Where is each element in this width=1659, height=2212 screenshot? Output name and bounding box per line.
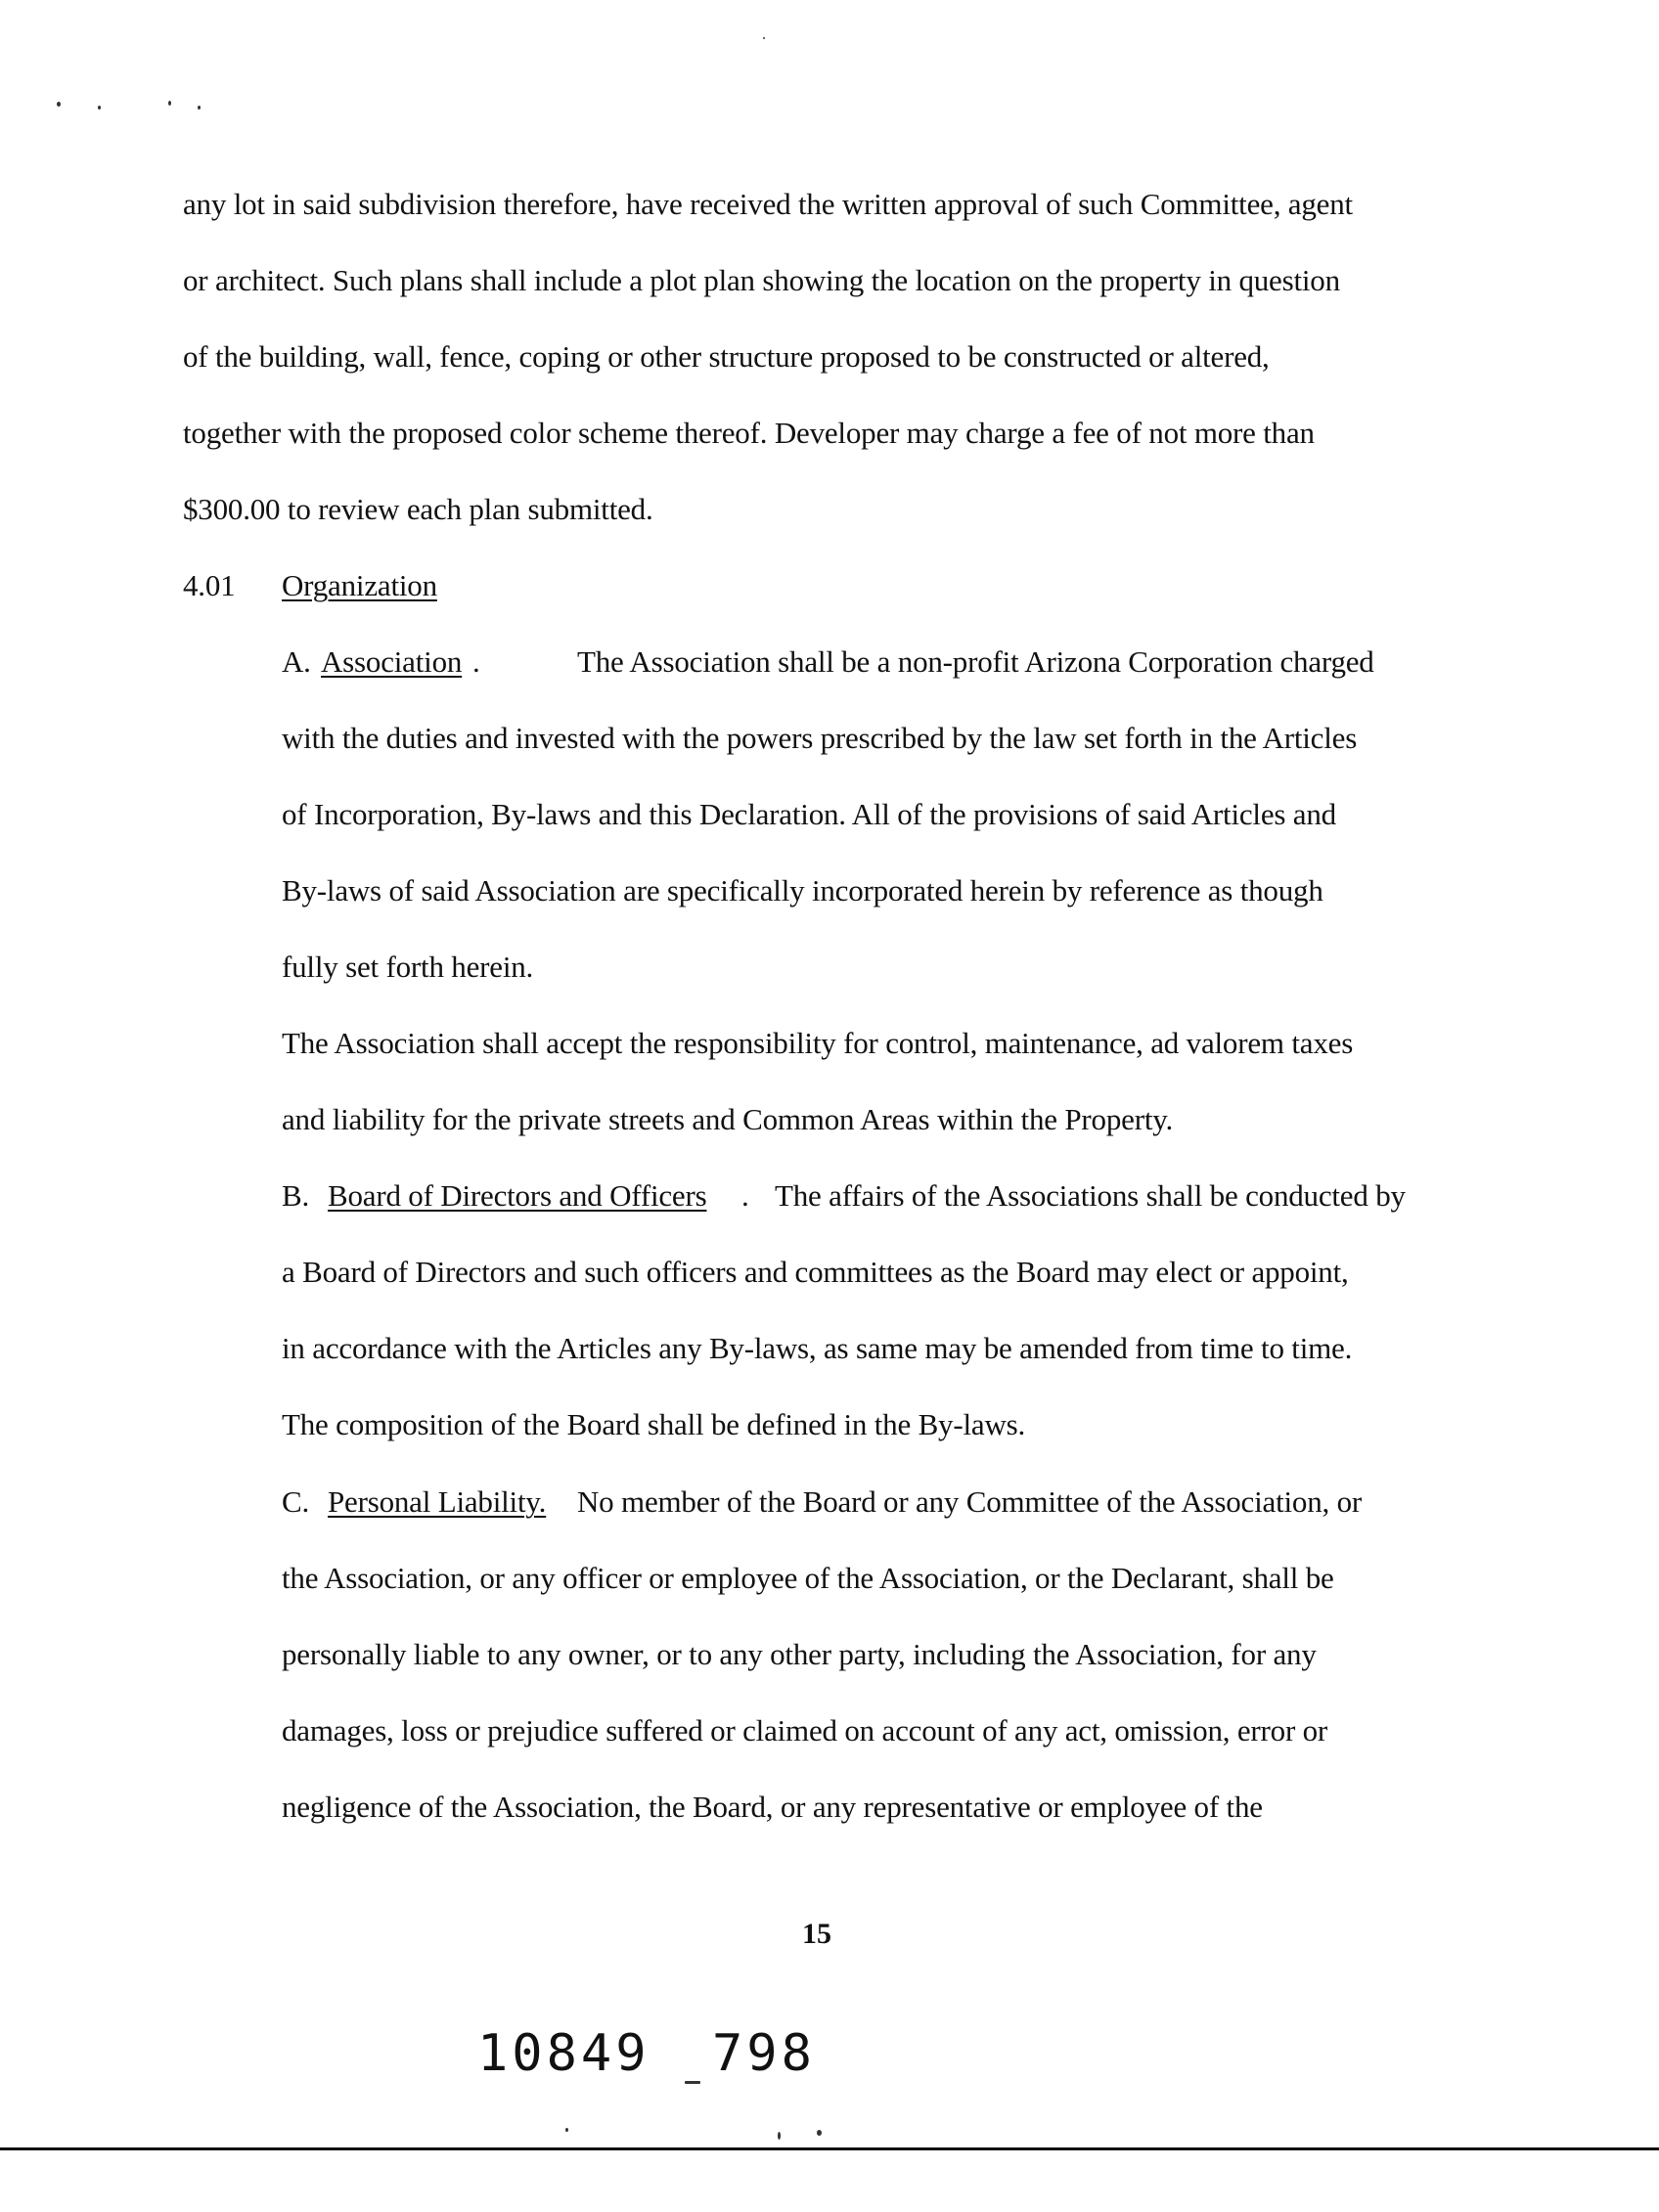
subsection-a-label: A. bbox=[282, 644, 311, 679]
paragraph-line: The Association shall be a non-profit Arizona Corporation charged bbox=[577, 644, 1374, 679]
scan-speck bbox=[57, 102, 61, 107]
subsection-b-label: B. bbox=[282, 1178, 310, 1213]
section-title: Organization bbox=[282, 568, 437, 602]
scan-speck bbox=[817, 2130, 822, 2136]
paragraph-line: damages, loss or prejudice suffered or claimed on account of any act, omission, error or bbox=[282, 1713, 1328, 1747]
scan-speck bbox=[685, 2081, 700, 2084]
paragraph-line: with the duties and invested with the powers prescribed by the law set forth in the Articles bbox=[282, 721, 1358, 755]
subsection-a-heading: Association bbox=[321, 644, 463, 679]
scan-speck bbox=[778, 2132, 781, 2140]
paragraph-line: By-laws of said Association are specifically incorporated herein by reference as though bbox=[282, 873, 1323, 907]
paragraph-line: of the building, wall, fence, coping or other structure proposed to be constructed or altered, bbox=[183, 339, 1270, 374]
paragraph-line: in accordance with the Articles any By-laws, as same may be amended from time to time. bbox=[282, 1331, 1353, 1365]
paragraph-line: No member of the Board or any Committee of the Association, or bbox=[577, 1484, 1363, 1519]
paragraph-line: and liability for the private streets and Common Areas within the Property. bbox=[282, 1102, 1174, 1136]
scan-speck bbox=[565, 2128, 568, 2132]
paragraph-line: the Association, or any officer or employee of the Association, or the Declarant, shall be bbox=[282, 1561, 1334, 1595]
paragraph-line: $300.00 to review each plan submitted. bbox=[183, 492, 653, 526]
subsection-a-heading-period: . bbox=[472, 644, 480, 679]
paragraph-line: a Board of Directors and such officers and committees as the Board may elect or appoint, bbox=[282, 1255, 1349, 1289]
paragraph-line: together with the proposed color scheme thereof. Developer may charge a fee of not more than bbox=[183, 416, 1315, 450]
paragraph-line: any lot in said subdivision therefore, have received the written approval of such Committee, agent bbox=[183, 187, 1353, 221]
subsection-b-heading: Board of Directors and Officers bbox=[328, 1178, 707, 1213]
scan-speck bbox=[763, 37, 765, 39]
section-number: 4.01 bbox=[183, 568, 236, 602]
paragraph-line: personally liable to any owner, or to any other party, including the Association, for any bbox=[282, 1637, 1317, 1671]
paragraph-line: The Association shall accept the responsibility for control, maintenance, ad valorem taxes bbox=[282, 1026, 1354, 1060]
recording-page-number: 798 bbox=[712, 2024, 816, 2083]
recording-book-number: 10849 bbox=[477, 2024, 650, 2083]
subsection-b-heading-period: . bbox=[741, 1178, 749, 1213]
paragraph-line: fully set forth herein. bbox=[282, 950, 534, 984]
paragraph-line: or architect. Such plans shall include a plot plan showing the location on the property in question bbox=[183, 263, 1340, 297]
paragraph-line: negligence of the Association, the Board, or any representative or employee of the bbox=[282, 1790, 1263, 1824]
scan-speck bbox=[168, 101, 171, 106]
paragraph-line: The composition of the Board shall be defined in the By-laws. bbox=[282, 1407, 1026, 1441]
subsection-c-label: C. bbox=[282, 1484, 310, 1519]
paragraph-line: The affairs of the Associations shall be conducted by bbox=[775, 1178, 1406, 1213]
paragraph-line: of Incorporation, By-laws and this Declaration. All of the provisions of said Articles and bbox=[282, 797, 1336, 831]
subsection-c-heading: Personal Liability. bbox=[328, 1484, 547, 1519]
page-bottom-rule bbox=[0, 2147, 1659, 2150]
scan-speck bbox=[198, 106, 201, 110]
page-number: 15 bbox=[802, 1918, 831, 1950]
scan-speck bbox=[98, 106, 101, 110]
